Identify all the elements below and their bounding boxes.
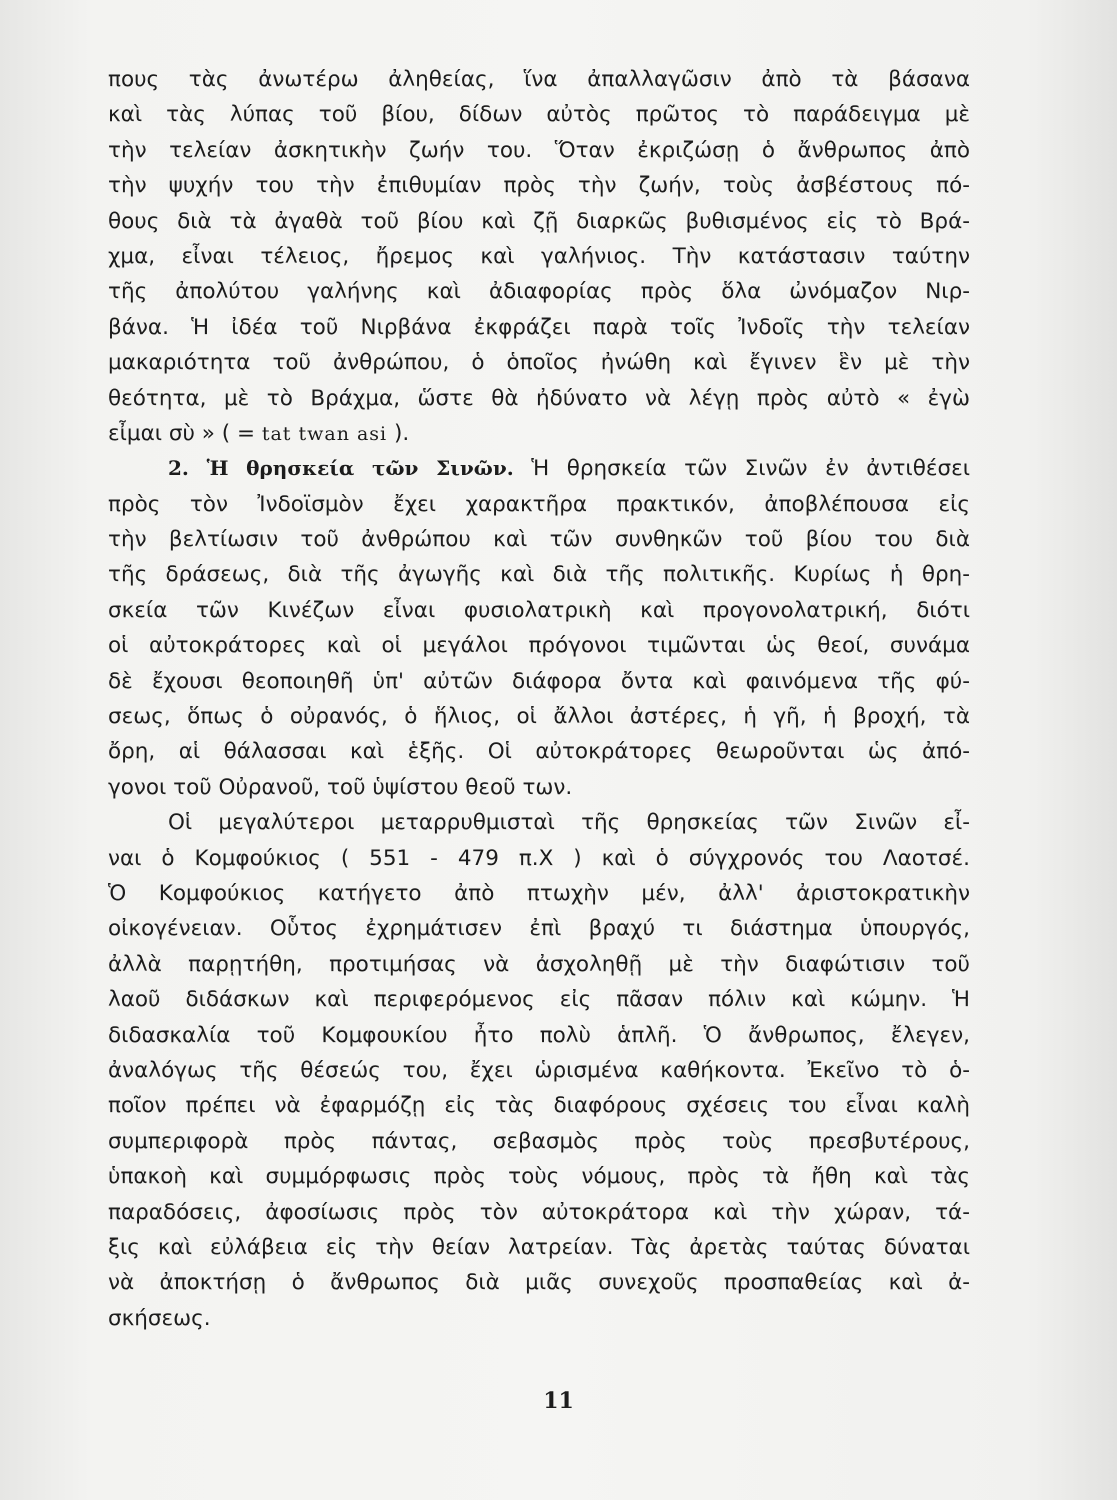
page-number: 11 xyxy=(543,1388,574,1414)
text-line: Ὁ Κομφούκιος κατήγετο ἀπὸ πτωχὴν μέν, ἀλλ' ἀριστοκρατικὴν xyxy=(108,880,970,906)
section-heading-line xyxy=(108,451,970,486)
text-line: πρὸς τὸν Ἰνδοϊσμὸν ἔχει χαρακτῆρα πρακτικόν, ἀποβλέπουσα εἰς xyxy=(108,491,970,517)
text-line: παραδόσεις, ἀφοσίωσις πρὸς τὸν αὐτοκράτορα καὶ τὴν χώραν, τά- xyxy=(108,1199,970,1225)
line-text: Ἡ θρησκεία τῶν Σινῶν ἐν ἀντιθέσει xyxy=(513,456,970,482)
text-line: τὴν τελείαν ἀσκητικὴν ζωήν του. Ὅταν ἐκριζώσῃ ὁ ἄνθρωπος ἀπὸ xyxy=(108,137,970,163)
text-line: λαοῦ διδάσκων καὶ περιφερόμενος εἰς πᾶσαν πόλιν καὶ κώμην. Ἡ xyxy=(108,987,970,1013)
text-line: τὴν ψυχήν του τὴν ἐπιθυμίαν πρὸς τὴν ζωήν, τοὺς ἀσβέστους πό- xyxy=(108,173,970,199)
text-line: οἰκογένειαν. Οὗτος ἐχρημάτισεν ἐπὶ βραχύ τι διάστημα ὑπουργός, xyxy=(108,916,970,942)
text-line: διδασκαλία τοῦ Κομφουκίου ἦτο πολὺ ἁπλῆ. Ὁ ἄνθρωπος, ἔλεγεν, xyxy=(108,1022,970,1048)
line-text-end: ). xyxy=(387,420,410,446)
text-line: τῆς ἀπολύτου γαλήνης καὶ ἀδιαφορίας πρὸς ὅλα ὠνόμαζον Νιρ- xyxy=(108,279,970,305)
text-line: μακαριότητα τοῦ ἀνθρώπου, ὁ ὁποῖος ἠνώθη καὶ ἔγινεν ἓν μὲ τὴν xyxy=(108,350,970,376)
text-line: ξις καὶ εὐλάβεια εἰς τὴν θείαν λατρείαν. Τὰς ἀρετὰς ταύτας δύναται xyxy=(108,1234,970,1260)
text-line: συμπεριφορὰ πρὸς πάντας, σεβασμὸς πρὸς τοὺς πρεσβυτέρους, xyxy=(108,1128,970,1154)
text-line: νὰ ἀποκτήσῃ ὁ ἄνθρωπος διὰ μιᾶς συνεχοῦς προσπαθείας καὶ ἀ- xyxy=(108,1270,970,1296)
text-line: καὶ τὰς λύπας τοῦ βίου, δίδων αὐτὸς πρῶτος τὸ παράδειγμα μὲ xyxy=(108,102,970,128)
text-line: σκήσεως. xyxy=(108,1305,211,1331)
text-line: πους τὰς ἀνωτέρω ἀληθείας, ἵνα ἀπαλλαγῶσιν ἀπὸ τὰ βάσανα xyxy=(108,67,970,92)
text-line: ποῖον πρέπει νὰ ἐφαρμόζῃ εἰς τὰς διαφόρους σχέσεις του εἶναι καλὴ xyxy=(108,1093,970,1119)
text-line: γονοι τοῦ Οὐρανοῦ, τοῦ ὑψίστου θεοῦ των. xyxy=(108,774,573,800)
text-line: ἀναλόγως τῆς θέσεώς του, ἔχει ὡρισμένα καθήκοντα. Ἐκεῖνο τὸ ὁ- xyxy=(108,1057,970,1083)
sanskrit-phrase: tat twan asi xyxy=(261,422,388,445)
text-line: ἀλλὰ παρῃτήθη, προτιμήσας νὰ ἀσχοληθῇ μὲ τὴν διαφώτισιν τοῦ xyxy=(108,951,970,977)
text-line: τῆς δράσεως, διὰ τῆς ἀγωγῆς καὶ διὰ τῆς πολιτικῆς. Κυρίως ἡ θρη- xyxy=(108,562,970,588)
text-line: Οἱ μεγαλύτεροι μεταρρυθμισταὶ τῆς θρησκείας τῶν Σινῶν εἶ- xyxy=(168,810,970,836)
text-line-last xyxy=(108,416,970,451)
text-line: τὴν βελτίωσιν τοῦ ἀνθρώπου καὶ τῶν συνθηκῶν τοῦ βίου του διὰ xyxy=(108,527,970,553)
text-line: χμα, εἶναι τέλειος, ἤρεμος καὶ γαλήνιος. Τὴν κατάστασιν ταύτην xyxy=(108,243,970,269)
text-line: δὲ ἔχουσι θεοποιηθῆ ὑπ' αὐτῶν διάφορα ὄντα καὶ φαινόμενα τῆς φύ- xyxy=(108,668,970,694)
line-text: εἶμαι σὺ » ( = xyxy=(108,420,262,446)
text-line: θους διὰ τὰ ἀγαθὰ τοῦ βίου καὶ ζῇ διαρκῶς βυθισμένος εἰς τὸ Βρά- xyxy=(108,208,970,234)
text-line: βάνα. Ἡ ἰδέα τοῦ Νιρβάνα ἐκφράζει παρὰ τοῖς Ἰνδοῖς τὴν τελείαν xyxy=(108,314,970,340)
text-line: θεότητα, μὲ τὸ Βράχμα, ὥστε θὰ ἠδύνατο νὰ λέγῃ πρὸς αὐτὸ « ἐγὼ xyxy=(108,385,970,411)
text-line: σκεία τῶν Κινέζων εἶναι φυσιολατρικὴ καὶ προγονολατρική, διότι xyxy=(108,597,970,623)
text-line: ναι ὁ Κομφούκιος ( 551 - 479 π.Χ ) καὶ ὁ σύγχρονός του Λαοτσέ. xyxy=(108,845,970,871)
text-line: σεως, ὅπως ὁ οὐρανός, ὁ ἥλιος, οἱ ἄλλοι ἀστέρες, ἡ γῆ, ἡ βροχή, τὰ xyxy=(108,704,970,730)
section-heading: 2. Ἡ θρησκεία τῶν Σινῶν. xyxy=(168,456,514,481)
text-line: ὄρη, αἱ θάλασσαι καὶ ἑξῆς. Οἱ αὐτοκράτορες θεωροῦνται ὡς ἀπό- xyxy=(108,739,970,765)
text-line: οἱ αὐτοκράτορες καὶ οἱ μεγάλοι πρόγονοι τιμῶνται ὡς θεοί, συνάμα xyxy=(108,633,970,659)
body-text xyxy=(108,62,970,1336)
text-line: ὑπακοὴ καὶ συμμόρφωσις πρὸς τοὺς νόμους, πρὸς τὰ ἤθη καὶ τὰς xyxy=(108,1164,970,1190)
